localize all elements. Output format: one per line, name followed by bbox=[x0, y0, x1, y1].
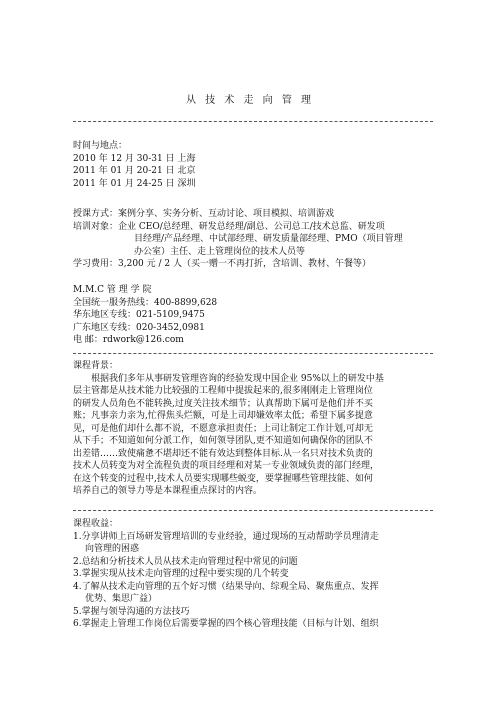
background-line: 培养自己的领导力等是本课程重点探讨的内容。 bbox=[73, 486, 263, 496]
background-line: 在这个转变的过程中,技术人员要实现哪些蜕变，要掌握哪些管理技能、如何 bbox=[73, 473, 373, 484]
benefit-item: 6.掌握走上管理工作岗位后需要掌握的四个核心管理技能（目标与计划、组织 bbox=[73, 619, 379, 629]
benefit-item-continued: 向管理的困惑 bbox=[85, 544, 140, 554]
east-hotline: 华东地区专线：021-5109,9475 bbox=[73, 310, 205, 320]
benefit-item: 1.分享讲师上百场研发管理培训的专业经验，通过现场的互动帮助学员理清走 bbox=[73, 531, 379, 542]
benefits-label: 课程收益： bbox=[73, 519, 119, 529]
audience-line: 办公室）主任、走上管理岗位的技术人员等 bbox=[134, 246, 306, 257]
background-section bbox=[73, 360, 433, 498]
email: 电 邮：rdwork@126.com bbox=[73, 335, 184, 345]
background-label: 课程背景： bbox=[73, 361, 119, 371]
hotline: 全国统一服务热线：400-8899,628 bbox=[73, 297, 218, 308]
audience-line: 目经理/产品经理、中试部经理、研发质量部经理、PMO（项目管理 bbox=[134, 234, 403, 244]
divider-top bbox=[73, 121, 433, 122]
background-line: 根据我们多年从事研发管理咨询的经验发现中国企业 95%以上的研发中基 bbox=[91, 373, 384, 384]
benefit-item: 5.掌握与领导沟通的方法技巧 bbox=[73, 606, 190, 617]
document-title: 从 技 术 走 向 管 理 bbox=[185, 95, 315, 106]
schedule-item: 2011 年 01 月 24-25 日 深圳 bbox=[73, 178, 196, 189]
benefit-item: 3.掌握实现从技术走向管理的过程中要实现的几个转变 bbox=[73, 569, 289, 579]
background-line: 的研发人员角色不能转换,过度关注技术细节；认真帮助下属可是他们并不买 bbox=[73, 398, 373, 409]
benefit-item: 2.总结和分析技术人员从技术走向管理过程中常见的问题 bbox=[73, 556, 298, 567]
school-name: M.M.C 管 理 学 院 bbox=[73, 285, 152, 295]
audience-line: 培训对象：企业 CEO/总经理、研发总经理/副总、公司总工/技术总监、研发项 bbox=[73, 221, 385, 232]
background-line: 从下手；不知道如何分派工作，如何领导团队,更不知道如何确保你的团队不 bbox=[73, 436, 373, 446]
background-line: 见，可是他们却什么都不说，不愿意承担责任；上司让制定工作计划,可却无 bbox=[73, 423, 373, 434]
benefit-item: 4.了解从技术走向管理的五个好习惯（结果导向、综观全局、聚焦重点、发挥 bbox=[73, 581, 379, 592]
benefit-item-continued: 优势、集思广益） bbox=[85, 594, 158, 604]
schedule-item: 2011 年 01 月 20-21 日 北京 bbox=[73, 166, 196, 176]
background-line: 层主管都是从技术能力比较强的工程师中提拔起来的,很多刚刚走上管理岗位 bbox=[73, 386, 373, 396]
schedule-item: 2010 年 12 月 30-31 日 上海 bbox=[73, 153, 196, 164]
south-hotline: 广东地区专线：020-3452,0981 bbox=[73, 322, 205, 333]
schedule-section bbox=[73, 140, 433, 190]
background-line: 技术人员转变为对全流程负责的项目经理和对某一专业领域负责的部门经理， bbox=[73, 461, 380, 471]
divider-mid bbox=[73, 353, 433, 354]
benefits-section bbox=[73, 518, 433, 631]
divider-bottom bbox=[73, 510, 433, 511]
course-info-section bbox=[73, 208, 433, 271]
background-line: 出差错……致使痛惫不堪却还不能有效达到整体目标.从一名只对技术负责的 bbox=[73, 448, 373, 459]
fee-line: 学习费用：3,200 元 / 2 人（买一赠一不再打折，含培训、教材、午餐等） bbox=[73, 259, 371, 269]
contact-section bbox=[73, 284, 433, 347]
teaching-method: 授课方式：案例分享、实务分析、互动讨论、项目模拟、培训游戏 bbox=[73, 209, 335, 219]
background-line: 账；凡事亲力亲为,忙得焦头烂额，可是上司却嫌效率太低；希望下属多提意 bbox=[73, 411, 373, 421]
schedule-label: 时间与地点： bbox=[73, 141, 128, 151]
